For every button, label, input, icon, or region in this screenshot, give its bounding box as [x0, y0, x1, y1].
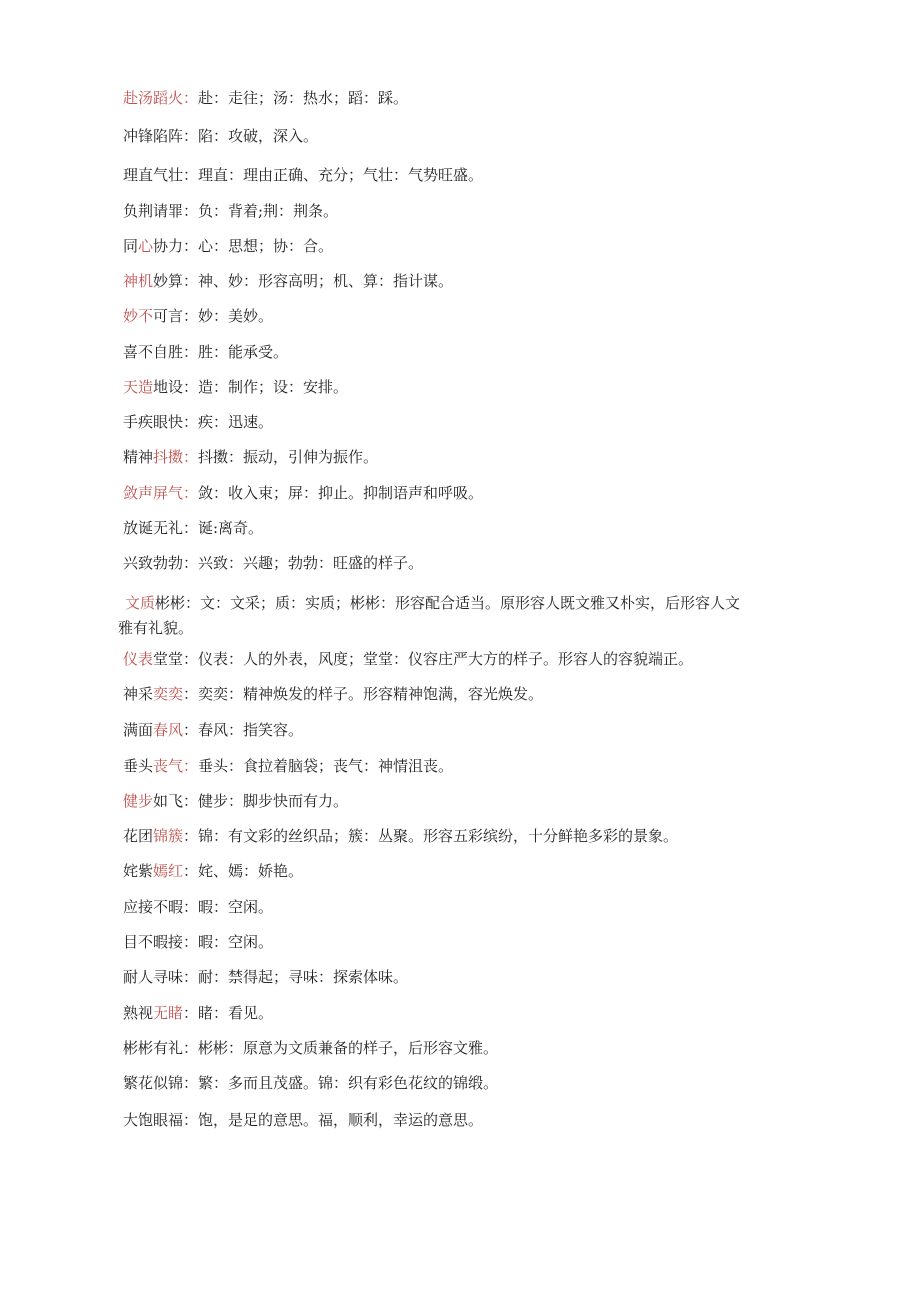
- highlighted-text: 文质: [125, 594, 156, 612]
- entry-text: 彬彬有礼：彬彬：原意为文质兼备的样子，后形容文雅。: [123, 1039, 499, 1057]
- highlighted-text: 健步: [123, 792, 154, 810]
- highlighted-text: 锦簇: [153, 827, 184, 845]
- entry-text: 手疾眼快：疾：迅速。: [123, 413, 274, 431]
- entry-text: 堂堂：仪表：人的外表，风度；堂堂：仪容庄严大方的样子。形容人的容貌端正。: [153, 650, 694, 668]
- idiom-entry: [123, 556, 843, 571]
- entry-text: 喜不自胜：胜：能承受。: [123, 343, 289, 361]
- entry-text: 大饱眼福：饱，是足的意思。福，顺利，幸运的意思。: [123, 1111, 484, 1129]
- entry-text: ：奕奕：精神焕发的样子。形容精神饱满，容光焕发。: [183, 685, 544, 703]
- idiom-entry: [123, 1041, 843, 1056]
- entry-text: 垂头: [123, 757, 154, 775]
- highlighted-text: 敛声屏气：: [123, 484, 199, 502]
- highlighted-text: 赴汤蹈火：: [123, 89, 199, 107]
- entry-text: 理直气壮：理直：理由正确、充分；气壮：气势旺盛。: [123, 166, 484, 184]
- entry-text: 负荆请罪：负：背着;荆：荆条。: [123, 202, 339, 220]
- idiom-entry: [123, 1006, 843, 1021]
- entry-text: ：锦：有文彩的丝织品；簇：丛聚。形容五彩缤纷，十分鲜艳多彩的景象。: [183, 827, 679, 845]
- idiom-entry: [123, 239, 843, 254]
- idiom-entry: [123, 521, 843, 536]
- idiom-entry: [123, 168, 843, 183]
- entry-text: 垂头：食拉着脑袋；丧气：神情沮丧。: [198, 757, 454, 775]
- entry-text: 同: [123, 237, 139, 255]
- highlighted-text: 丧气：: [153, 757, 199, 775]
- entry-text: 精神: [123, 448, 154, 466]
- entry-text: ：春风：指笑容。: [183, 721, 304, 739]
- idiom-entry: [123, 900, 843, 915]
- entry-text: 妙算：神、妙：形容高明；机、算：指计谋。: [153, 272, 454, 290]
- entry-text: ：姹、嫣：娇艳。: [183, 862, 304, 880]
- entry-text: 繁花似锦：繁：多而且茂盛。锦：织有彩色花纹的锦缎。: [123, 1074, 499, 1092]
- entry-text: 姹紫: [123, 862, 154, 880]
- entry-text: 地设：造：制作；设：安排。: [153, 378, 349, 396]
- entry-text: ：睹：看见。: [183, 1004, 274, 1022]
- idiom-entry: [123, 864, 843, 879]
- entry-text: 兴致勃勃：兴致：兴趣；勃勃：旺盛的样子。: [123, 554, 424, 572]
- idiom-entry: [123, 345, 843, 360]
- idiom-entry: [123, 450, 843, 465]
- entry-text: 应接不暇：暇：空闲。: [123, 898, 274, 916]
- highlighted-text: 春风: [153, 721, 184, 739]
- entry-text: 敛：收入束；屏：抑止。抑制语声和呼吸。: [198, 484, 484, 502]
- idiom-entry: [123, 935, 843, 950]
- highlighted-text: 神机: [123, 272, 154, 290]
- idiom-entry: [123, 486, 843, 501]
- entry-text: 满面: [123, 721, 154, 739]
- idiom-entry: [123, 309, 843, 324]
- entry-text: 如飞：健步：脚步快而有力。: [153, 792, 349, 810]
- idiom-entry: [123, 794, 843, 809]
- entry-text: 目不暇接：暇：空闲。: [123, 933, 274, 951]
- idiom-entry: [123, 91, 843, 106]
- idiom-entry: [123, 274, 843, 289]
- entry-text: 冲锋陷阵：陷：攻破，深入。: [123, 127, 319, 145]
- highlighted-text: 心: [138, 237, 154, 255]
- highlighted-text: 无睹: [153, 1004, 184, 1022]
- entry-text: 协力: [153, 237, 184, 255]
- entry-text: 赴：走往；汤：热水；蹈：踩。: [198, 89, 409, 107]
- entry-continuation: 雅有礼貌。: [118, 619, 194, 637]
- idiom-entry: [123, 415, 843, 430]
- entry-text: 耐人寻味：耐：禁得起；寻味：探索体味。: [123, 968, 409, 986]
- idiom-entry: [123, 687, 843, 702]
- highlighted-text: 奕奕: [153, 685, 184, 703]
- entry-text: ：心：思想；协：合。: [183, 237, 334, 255]
- idiom-entry: [123, 380, 843, 395]
- entry-text: 神采: [123, 685, 154, 703]
- idiom-entry: [123, 829, 843, 844]
- entry-text: 抖擞：振动，引伸为振作。: [198, 448, 379, 466]
- idiom-entry: [123, 129, 843, 144]
- highlighted-text: 抖擞：: [153, 448, 199, 466]
- idiom-entry: [123, 970, 843, 985]
- idiom-entry: [123, 652, 843, 667]
- idiom-entry: [123, 723, 843, 738]
- idiom-entry: [118, 591, 843, 641]
- idiom-entry: [123, 1113, 843, 1128]
- highlighted-text: 嫣红: [153, 862, 184, 880]
- highlighted-text: 妙不: [123, 307, 154, 325]
- highlighted-text: 天造: [123, 378, 154, 396]
- entry-text: 放诞无礼：诞:离奇。: [123, 519, 264, 537]
- idiom-entry: [123, 759, 843, 774]
- idiom-entry: [123, 1076, 843, 1091]
- entry-text: 花团: [123, 827, 154, 845]
- highlighted-text: 仪表: [123, 650, 154, 668]
- entry-text: 可言：妙：美妙。: [153, 307, 274, 325]
- idiom-entry: [123, 204, 843, 219]
- entry-text: 熟视: [123, 1004, 154, 1022]
- entry-text: 彬彬：文：文采；质：实质；彬彬：形容配合适当。原形容人既文雅又朴实，后形容人文: [155, 594, 741, 612]
